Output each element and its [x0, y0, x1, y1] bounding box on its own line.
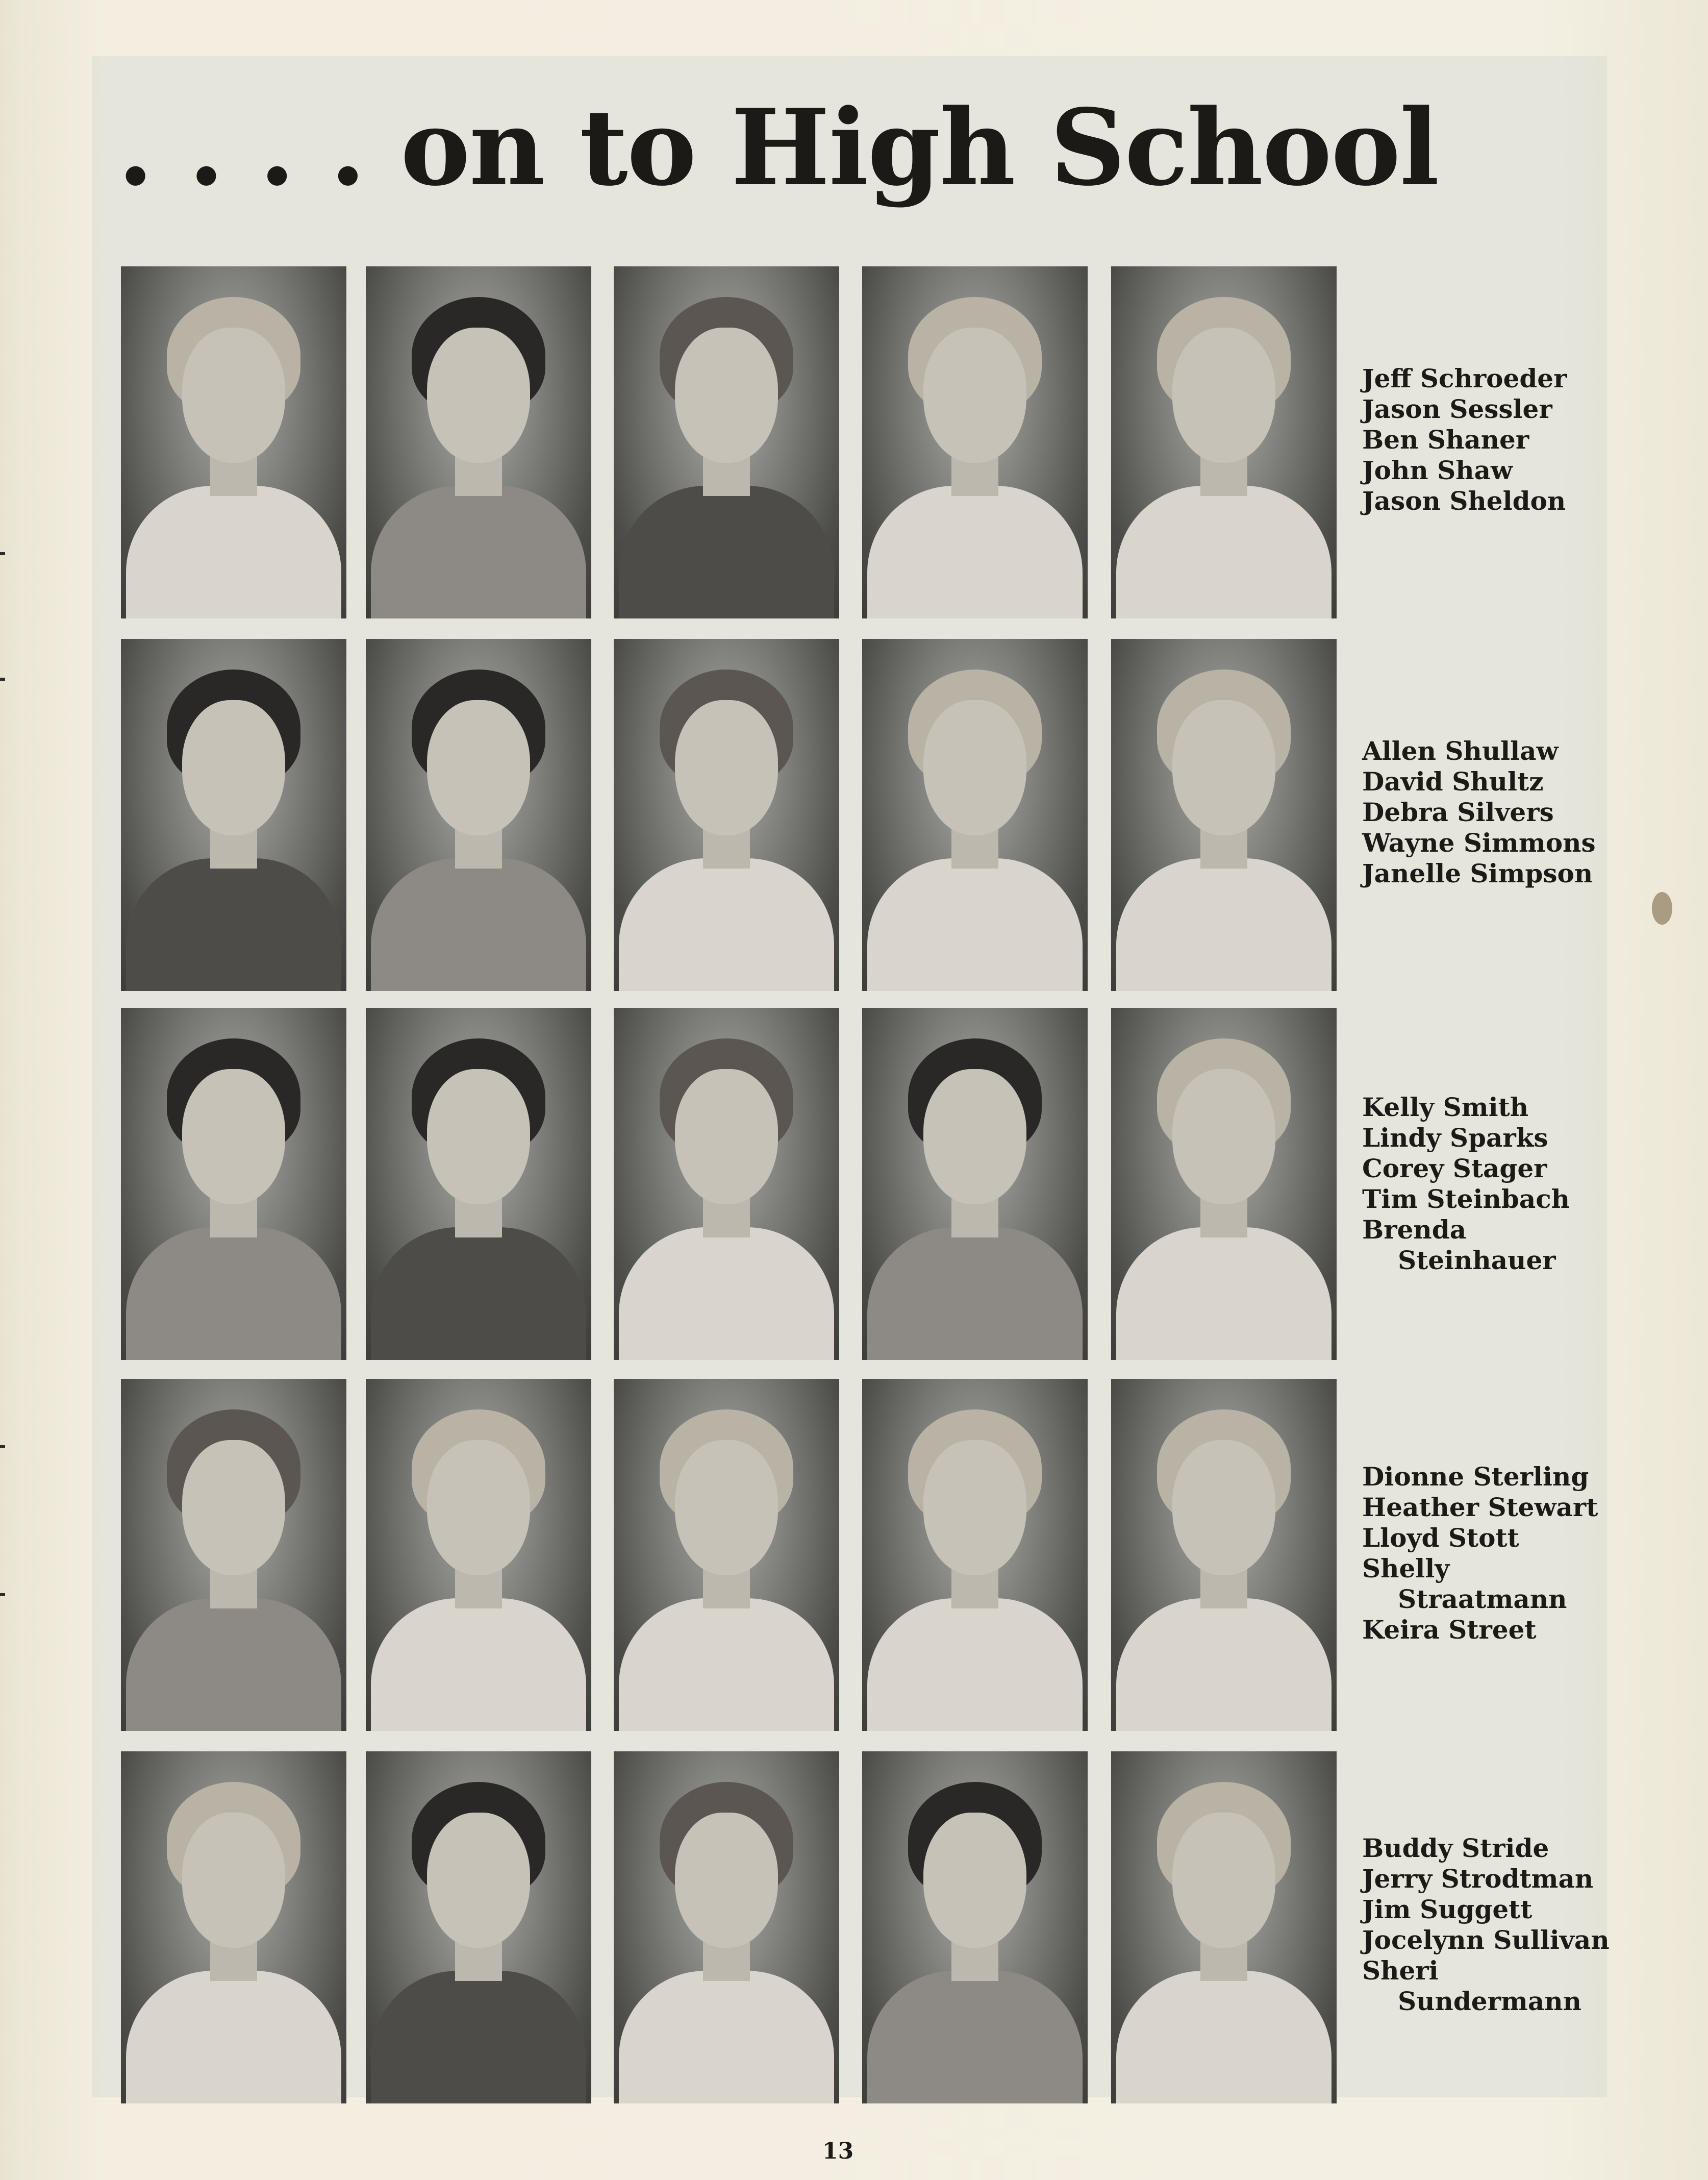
student-name: Lloyd Stott [1362, 1523, 1519, 1553]
student-portrait [1111, 1751, 1337, 2103]
student-portrait [862, 1379, 1088, 1731]
name-list [1362, 1461, 1598, 1645]
student-portrait [1111, 1008, 1337, 1360]
student-portrait [862, 266, 1088, 618]
student-portrait [121, 1751, 346, 2103]
student-name: Sundermann [1398, 1986, 1581, 2016]
student-name: Allen Shullaw [1362, 736, 1559, 766]
student-portrait [121, 639, 346, 991]
student-portrait [366, 1751, 591, 2103]
page-number: 13 [822, 2138, 854, 2164]
student-name: Brenda [1362, 1215, 1467, 1245]
binding-mark [0, 552, 5, 555]
student-portrait [614, 639, 839, 991]
student-portrait [862, 639, 1088, 991]
student-name: Ben Shaner [1362, 425, 1529, 455]
student-portrait [366, 266, 591, 618]
page-title: . . . . on to High School [117, 87, 1439, 209]
student-name: Shelly [1362, 1553, 1450, 1583]
name-list [1362, 1092, 1570, 1276]
paper-stain [1652, 892, 1672, 925]
student-portrait [366, 1379, 591, 1731]
student-portrait [862, 1751, 1088, 2103]
student-portrait [121, 1379, 346, 1731]
student-portrait [614, 266, 839, 618]
student-portrait [1111, 266, 1337, 618]
student-name: Heather Stewart [1362, 1492, 1598, 1522]
student-name: John Shaw [1362, 455, 1513, 485]
binding-mark [0, 678, 5, 681]
student-name: Wayne Simmons [1362, 828, 1596, 858]
student-name: Kelly Smith [1362, 1092, 1529, 1122]
student-portrait [1111, 1379, 1337, 1731]
student-name: Jeff Schroeder [1362, 363, 1567, 393]
student-portrait [366, 1008, 591, 1360]
name-list [1362, 1833, 1610, 2017]
student-name: Sheri [1362, 1955, 1439, 1986]
student-name: Buddy Stride [1362, 1833, 1549, 1863]
student-name: Dionne Sterling [1362, 1461, 1589, 1492]
student-portrait [614, 1008, 839, 1360]
student-name: Corey Stager [1362, 1153, 1547, 1183]
binding-mark [0, 1445, 5, 1448]
name-list [1362, 736, 1596, 889]
student-name: Lindy Sparks [1362, 1123, 1548, 1153]
binding-mark [0, 1593, 5, 1596]
student-name: Jason Sessler [1362, 394, 1552, 424]
name-list [1362, 363, 1567, 516]
student-portrait [614, 1379, 839, 1731]
student-portrait [366, 639, 591, 991]
student-portrait [121, 266, 346, 618]
student-name: David Shultz [1362, 766, 1544, 797]
student-name: Straatmann [1398, 1584, 1567, 1614]
student-name: Debra Silvers [1362, 797, 1554, 827]
student-name: Janelle Simpson [1362, 858, 1593, 888]
student-portrait [1111, 639, 1337, 991]
student-name: Tim Steinbach [1362, 1184, 1570, 1214]
student-name: Jocelynn Sullivan [1362, 1925, 1610, 1955]
student-name: Steinhauer [1398, 1245, 1556, 1275]
student-name: Jim Suggett [1362, 1894, 1533, 1924]
student-name: Jerry Strodtman [1362, 1864, 1594, 1894]
student-name: Jason Sheldon [1362, 486, 1566, 516]
student-portrait [614, 1751, 839, 2103]
student-name: Keira Street [1362, 1615, 1537, 1645]
student-portrait [121, 1008, 346, 1360]
student-portrait [862, 1008, 1088, 1360]
